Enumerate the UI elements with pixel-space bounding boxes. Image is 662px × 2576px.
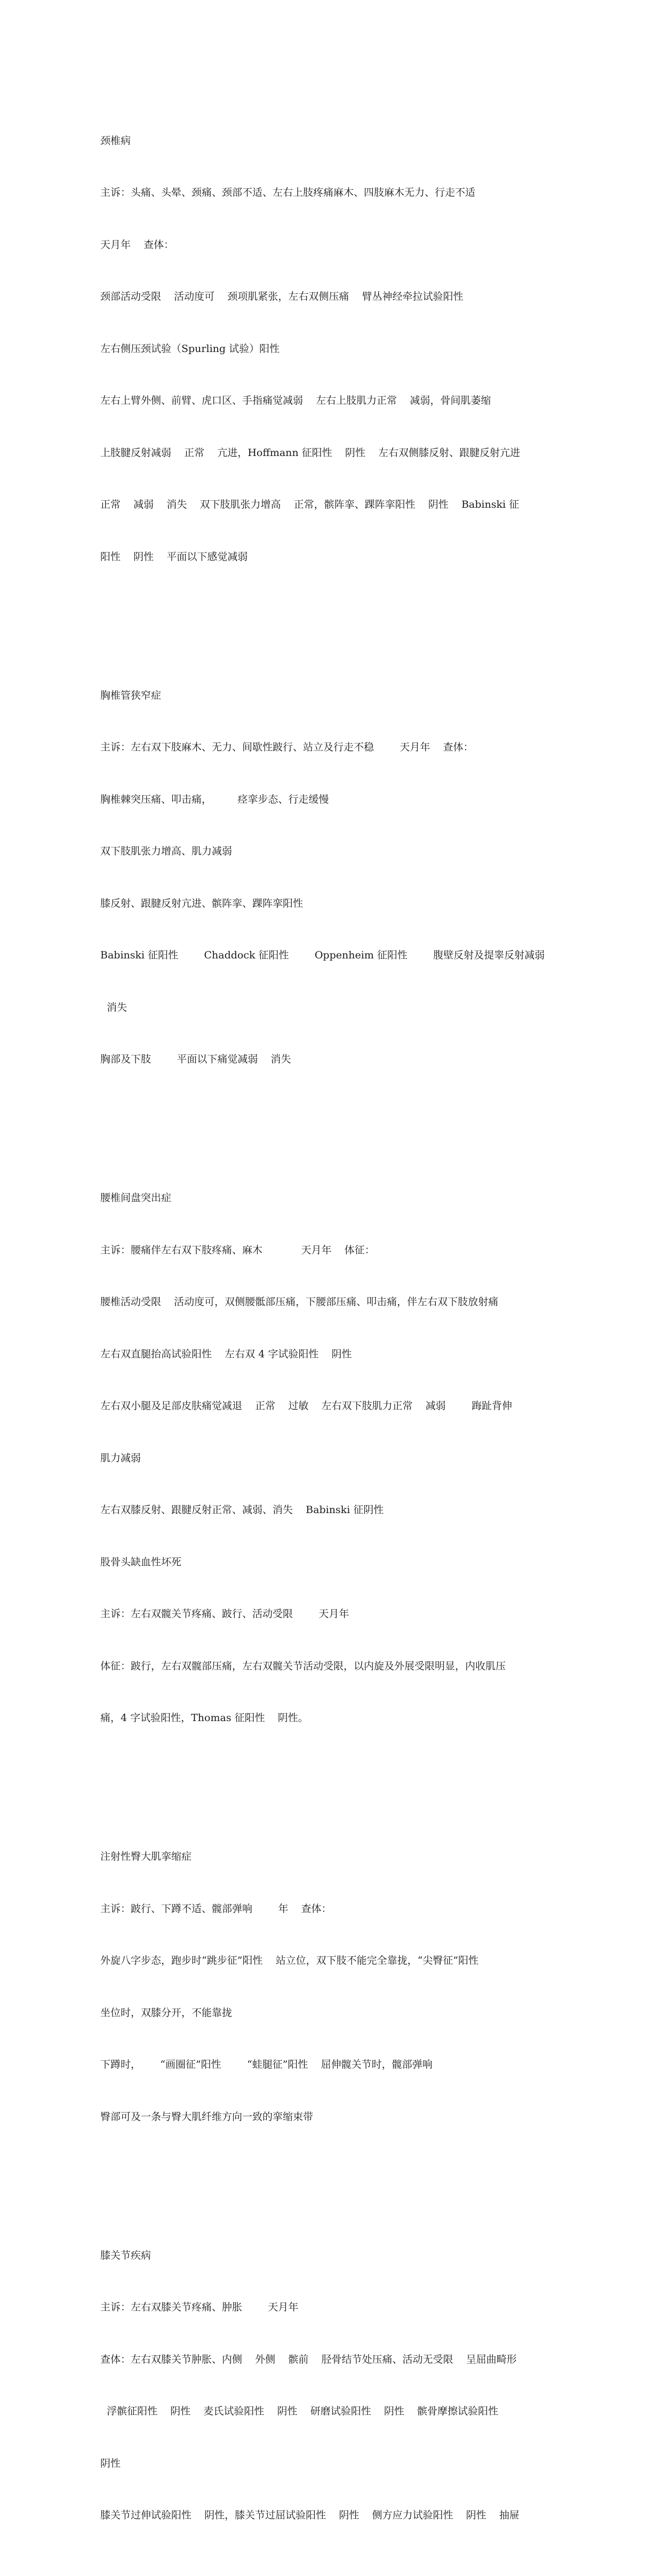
text-line: 左右双直腿抬高试验阳性 左右双 4 字试验阳性 阴性: [100, 1348, 352, 1360]
text-line: 颈部活动受限 活动度可 颈项肌紧张，左右双侧压痛 臂丛神经牵拉试验阳性: [100, 291, 464, 302]
text-line: 下蹲时， “画圈征”阳性 “蛙腿征”阳性 屈伸髋关节时，髋部弹响: [100, 2059, 433, 2070]
text-line: Babinski 征阳性 Chaddock 征阳性 Oppenheim 征阳性 腹壁反射及提睾反射减弱: [100, 949, 545, 961]
text-line: 膝关节过伸试验阳性 阴性，膝关节过屈试验阳性 阴性 侧方应力试验阳性 阴性 抽屉: [100, 2509, 520, 2521]
text-line: 股骨头缺血性坏死: [100, 1556, 182, 1568]
text-line: 正常 减弱 消失 双下肢肌张力增高 正常，髌阵挛、踝阵挛阳性 阴性 Babinski 征: [100, 499, 520, 510]
section-title: 腰椎间盘突出症: [100, 1192, 172, 1204]
text-line: 左右侧压颈试验（Spurling 试验）阳性: [100, 342, 280, 355]
text-line: 胸部及下肢 平面以下痛觉减弱 消失: [100, 1053, 291, 1065]
text-line: 胸椎棘突压痛、叩击痛， 痉挛步态、行走缓慢: [100, 793, 329, 805]
text-line: 肌力减弱: [100, 1452, 141, 1464]
text-line: 臀部可及一条与臀大肌纤维方向一致的挛缩束带: [100, 2110, 314, 2123]
text-line: 主诉：左右双下肢麻木、无力、间歇性跛行、站立及行走不稳 天月年 查体：: [100, 741, 474, 753]
section-title: 颈椎病: [100, 134, 131, 147]
text-line: 膝反射、跟腱反射亢进、髌阵挛、踝阵挛阳性: [100, 897, 304, 909]
section-gap: [100, 1779, 570, 1796]
section-title: 胸椎管狭窄症: [100, 689, 162, 701]
text-line: 上肢腱反射减弱 正常 亢进，Hoffmann 征阳性 阴性 左右双侧膝反射、跟腱反射亢进: [100, 446, 520, 459]
text-line: 左右双小腿及足部皮肤痛觉减退 正常 过敏 左右双下肢肌力正常 减弱 踇趾背伸: [100, 1400, 512, 1412]
text-line: 坐位时，双膝分开，不能靠拢: [100, 2006, 233, 2019]
text-line: 查体：左右双膝关节肿胀、内侧 外侧 髌前 胫骨结节处压痛、活动无受限 呈屈曲畸形: [100, 2353, 517, 2365]
text-line: 左右上臂外侧、前臂、虎口区、手指痛觉减弱 左右上肢肌力正常 减弱，骨间肌萎缩: [100, 395, 491, 406]
text-line: 主诉：左右双髋关节疼痛、跛行、活动受限 天月年: [100, 1608, 349, 1620]
text-line: 体征：跛行，左右双髋部压痛，左右双髋关节活动受限，以内旋及外展受限明显，内收肌压: [100, 1660, 506, 1672]
text-line: 天月年 查体：: [100, 238, 174, 251]
text-line: 主诉：跛行、下蹲不适、髋部弹响 年 查体：: [100, 1902, 332, 1915]
text-line: 消失: [100, 1001, 127, 1013]
text-line: 主诉：头痛、头晕、颈痛、颈部不适、左右上肢疼痛麻木、四肢麻木无力、行走不适: [100, 187, 476, 198]
text-line: 左右双膝反射、跟腱反射正常、减弱、消失 Babinski 征阴性: [100, 1504, 384, 1516]
text-line: 浮髌征阳性 阴性 麦氏试验阳性 阴性 研磨试验阳性 阴性 髌骨摩擦试验阳性: [100, 2405, 499, 2417]
text-line: 阴性: [100, 2457, 121, 2469]
section-title: 注射性臀大肌挛缩症: [100, 1851, 192, 1862]
section-gap: [100, 1120, 570, 1138]
text-line: 主诉：腰痛伴左右双下肢疼痛、麻木 天月年 体征：: [100, 1244, 375, 1256]
text-line: 痛，4 字试验阳性，Thomas 征阳性 阴性。: [100, 1712, 308, 1724]
section-title: 膝关节疾病: [100, 2249, 151, 2261]
section-gap: [100, 2178, 570, 2195]
text-line: 阳性 阴性 平面以下感觉减弱: [100, 550, 248, 563]
document-body: [100, 80, 570, 2576]
text-line: 主诉：左右双膝关节疼痛、肿胀 天月年: [100, 2301, 299, 2313]
text-line: 双下肢肌张力增高、肌力减弱: [100, 845, 233, 857]
text-line: 腰椎活动受限 活动度可，双侧腰骶部压痛，下腰部压痛、叩击痛，伴左右双下肢放射痛: [100, 1296, 499, 1308]
text-line: 外旋八字步态，跑步时“跳步征”阳性 站立位，双下肢不能完全靠拢，“尖臀征”阳性: [100, 1955, 479, 1966]
section-gap: [100, 618, 570, 635]
